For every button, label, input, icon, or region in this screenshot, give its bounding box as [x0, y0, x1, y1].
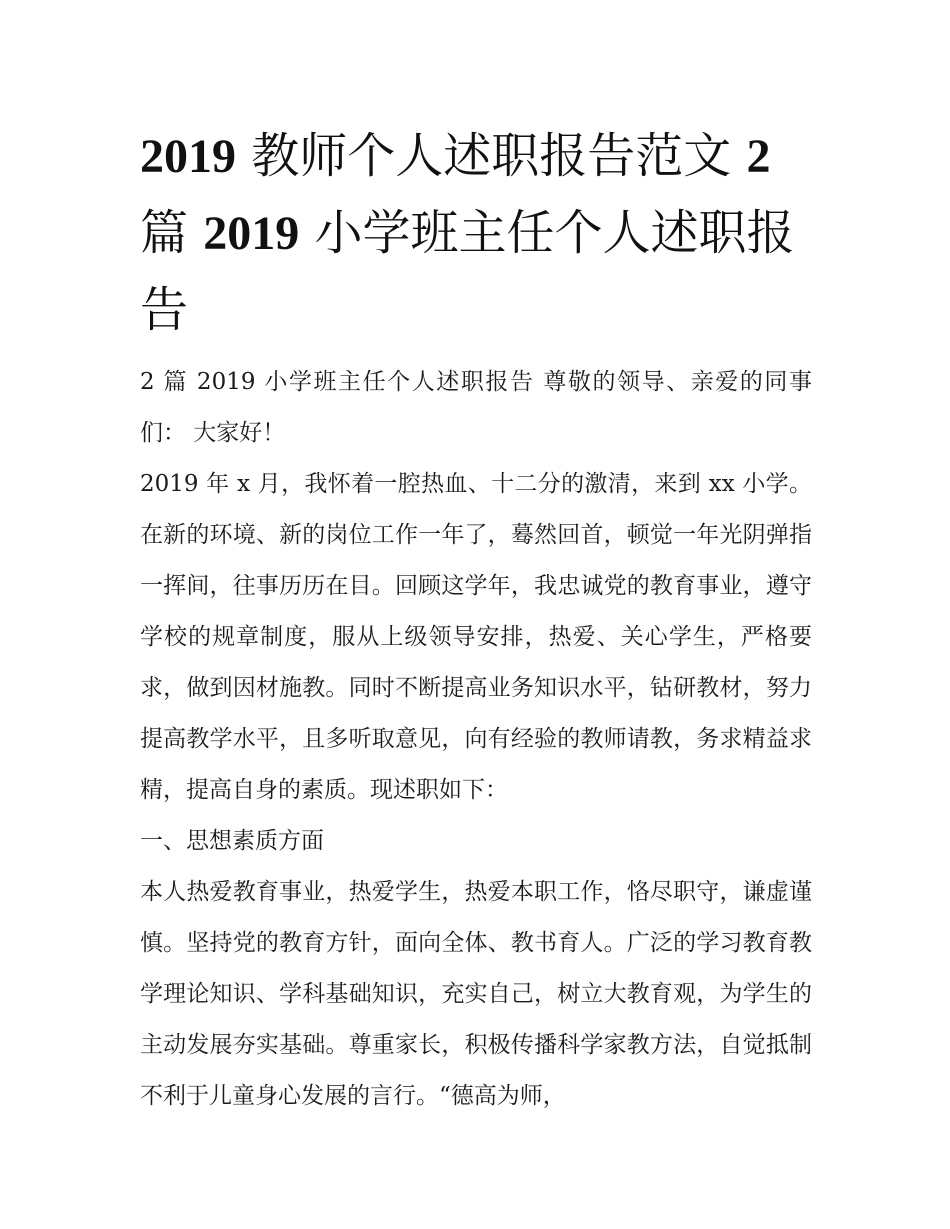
title-part: 小学班主任个人述职报告 — [140, 205, 795, 338]
paragraph-ideology: 本人热爱教育事业，热爱学生，热爱本职工作，恪尽职守，谦虚谨慎。坚持党的教育方针，面向全体、教书育人。广泛的学习教育教学理论知识、学科基础知识，充实自己，树立大教育观，为学生的主动发展夯实基础。尊重家长，积极传播科学家教方法，自觉抵制不利于儿童身心发展的言行。“德高为师， — [140, 879, 812, 1109]
document-body — [140, 357, 812, 1122]
title-part: 教师个人述职报告范文 — [236, 128, 747, 184]
paragraph-salutation: 2 篇 2019 小学班主任个人述职报告 尊敬的领导、亲爱的同事们： 大家好！ — [140, 369, 812, 446]
title-part: 2019 — [203, 207, 300, 260]
document-title — [140, 118, 820, 348]
title-part: 2 — [746, 130, 771, 183]
paragraph-introduction: 2019 年 x 月，我怀着一腔热血、十二分的激清，来到 xx 小学。在新的环境、新的岗位工作一年了，蓦然回首，顿觉一年光阴弹指一挥间，往事历历在目。回顾这学年，我忠诚党的教育事业，遵守学校的规章制度，服从上级领导安排，热爱、关心学生，严格要求，做到因材施教。同时不断提高业务知识水平，钻研教材，努力提高教学水平，且多听取意见，向有经验的教师请教，务求精益求精，提高自身的素质。现述职如下： — [140, 471, 812, 803]
section-heading: 一、思想素质方面 — [140, 828, 324, 854]
title-part: 2019 — [140, 130, 236, 183]
title-part: 篇 — [140, 205, 204, 261]
